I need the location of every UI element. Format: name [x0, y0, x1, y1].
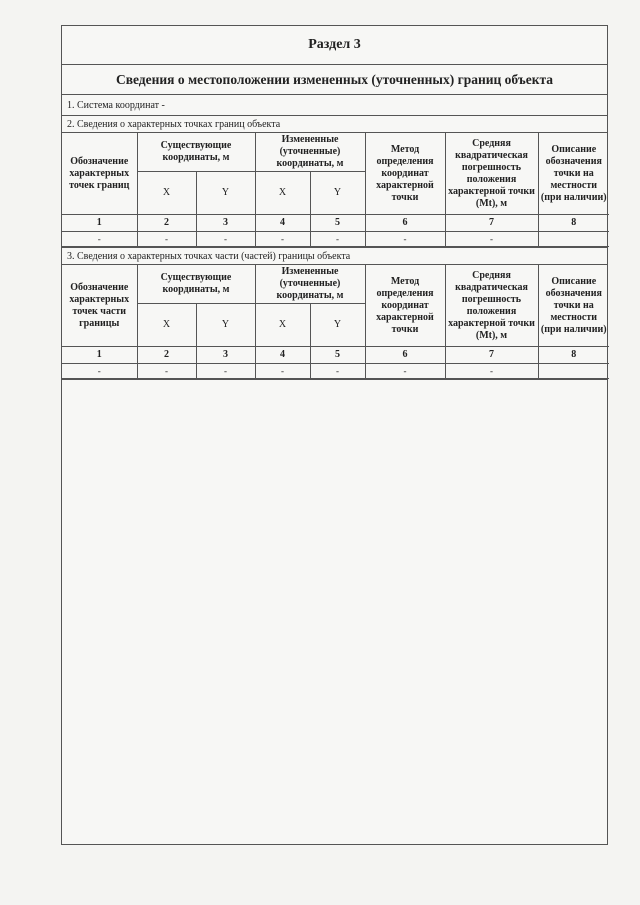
boundary-points-table [62, 133, 609, 247]
table-cell: - [62, 232, 137, 247]
header-y-changed: Y [310, 172, 365, 215]
column-number: 8 [538, 215, 609, 232]
header-existing-coords: Существующие координаты, м [137, 265, 255, 304]
table-cell: - [445, 364, 538, 379]
table1-label: 2. Сведения о характерных точках границ объекта [62, 116, 607, 133]
table-cell: - [365, 232, 445, 247]
header-error: Средняя квадратическая погрешность положения характерной точки (Mt), м [445, 265, 538, 347]
header-method: Метод определения координат характерной точки [365, 265, 445, 347]
table-cell: - [137, 364, 196, 379]
table-cell: - [196, 232, 255, 247]
table-cell: - [310, 364, 365, 379]
table-cell: - [310, 232, 365, 247]
column-number: 6 [365, 215, 445, 232]
column-number: 7 [445, 347, 538, 364]
table-cell [538, 364, 609, 379]
header-x-changed: X [255, 172, 310, 215]
column-number: 8 [538, 347, 609, 364]
column-number: 3 [196, 347, 255, 364]
part-boundary-points-table [62, 265, 609, 379]
table-cell: - [137, 232, 196, 247]
table-cell: - [255, 232, 310, 247]
table-bottom-rule [62, 379, 607, 380]
section-subtitle: Сведения о местоположении измененных (уточненных) границ объекта [62, 65, 607, 95]
column-number: 2 [137, 347, 196, 364]
column-number: 5 [310, 347, 365, 364]
header-error: Средняя квадратическая погрешность положения характерной точки (Mt), м [445, 133, 538, 215]
header-x-existing: X [137, 172, 196, 215]
header-description: Описание обозначения точки на местности (при наличии) [538, 133, 609, 215]
column-number: 3 [196, 215, 255, 232]
table-cell: - [255, 364, 310, 379]
column-number: 4 [255, 215, 310, 232]
table-cell: - [365, 364, 445, 379]
column-number: 6 [365, 347, 445, 364]
column-number: 7 [445, 215, 538, 232]
table-cell: - [62, 364, 137, 379]
table-header-row [62, 265, 609, 304]
column-number: 2 [137, 215, 196, 232]
table-cell: - [196, 364, 255, 379]
coordinate-system-line: 1. Система координат - [62, 95, 607, 116]
document-sheet [61, 25, 608, 845]
header-point-designation: Обозначение характерных точек границ [62, 133, 137, 215]
header-method: Метод определения координат характерной точки [365, 133, 445, 215]
table-cell: - [445, 232, 538, 247]
header-existing-coords: Существующие координаты, м [137, 133, 255, 172]
table-row [62, 232, 609, 247]
table-row [62, 364, 609, 379]
table-cell [538, 232, 609, 247]
header-description: Описание обозначения точки на местности (при наличии) [538, 265, 609, 347]
table2-label: 3. Сведения о характерных точках части (частей) границы объекта [62, 247, 607, 265]
header-x-changed: X [255, 304, 310, 347]
column-number-row [62, 347, 609, 364]
header-y-existing: Y [196, 172, 255, 215]
header-changed-coords: Измененные (уточненные) координаты, м [255, 265, 365, 304]
header-changed-coords: Измененные (уточненные) координаты, м [255, 133, 365, 172]
header-y-changed: Y [310, 304, 365, 347]
header-y-existing: Y [196, 304, 255, 347]
column-number: 4 [255, 347, 310, 364]
table-header-row [62, 133, 609, 172]
section-title: Раздел 3 [62, 26, 607, 65]
header-x-existing: X [137, 304, 196, 347]
column-number: 5 [310, 215, 365, 232]
header-point-designation: Обозначение характерных точек части границы [62, 265, 137, 347]
column-number-row [62, 215, 609, 232]
column-number: 1 [62, 215, 137, 232]
column-number: 1 [62, 347, 137, 364]
